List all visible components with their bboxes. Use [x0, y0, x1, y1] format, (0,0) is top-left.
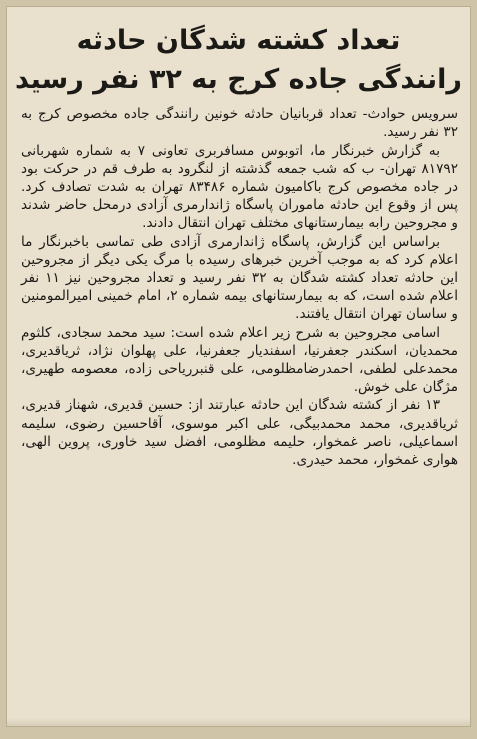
injured-list-paragraph: اسامی مجروحین به شرح زیر اعلام شده است: سید محمد سجادی، کلثوم محمدیان، اسکندر جعفرنیا، اسفندیار جعفرنیا، علی پهلوان نژاد، ثریاقدیری، محمدعلی لطفی، احمدرضامظلومی، علی قنبرریاحی زاده، معصومه طهیری، مژگان علی خوش. [21, 324, 458, 396]
article-body [7, 95, 470, 469]
paper-edge-shadow [7, 718, 470, 726]
newspaper-clipping [6, 6, 471, 727]
article-lead: سرویس حوادث- تعداد قربانیان حادثه خونین رانندگی جاده مخصوص کرج به ۳۲ نفر رسید. [21, 106, 458, 141]
headline-line-2: رانندگی جاده کرج به ۳۲ نفر رسید [15, 64, 462, 96]
victims-list-paragraph: ۱۳ نفر از کشته شدگان این حادثه عبارتند از: حسین قدیری، شهناز قدیری، ثریاقدیری، محمد محمدبیگی، علی اکبر موسوی، آقاحسین رضوی، سلیمه اسماعیلی، ناصر غمخوار، حلیمه مظلومی، افضل سید خاوری، پروین الهی، هواری غمخوار، محمد حیدری. [21, 397, 458, 468]
headline-line-1: تعداد کشته شدگان حادثه [76, 25, 401, 56]
article-paragraph: براساس این گزارش، پاسگاه ژاندارمری آزادی طی تماسی باخبرنگار ما اعلام کرد که به موجب آخرین خبرهای رسیده با مرگ یکی دیگر از مجروحین این حادثه تعداد کشته شدگان به ۳۲ نفر رسید و تعداد مجروحین نیز ۱۱ نفر اعلام شده است، که به بیمارستانهای بیمه شماره ۲، امام خمینی امیرالمومنین و ساسان تهران انتقال یافتند. [21, 233, 458, 323]
article-paragraph: به گزارش خبرنگار ما، اتوبوس مسافربری تعاونی ۷ به شماره شهربانی ۸۱۷۹۲ تهران- ب که شب جمعه گذشته از لنگرود به طرف قم در حرکت بود در جاده مخصوص کرج باکامیون شماره ۸۳۴۸۶ تهران به شدت تصادف کرد. پس از وقوع این حادثه ماموران پاسگاه ژاندارمری آزادی درمحل حاضر شدند و مجروحین رابه بیمارستانهای مختلف تهران انتقال دادند. [21, 142, 459, 232]
